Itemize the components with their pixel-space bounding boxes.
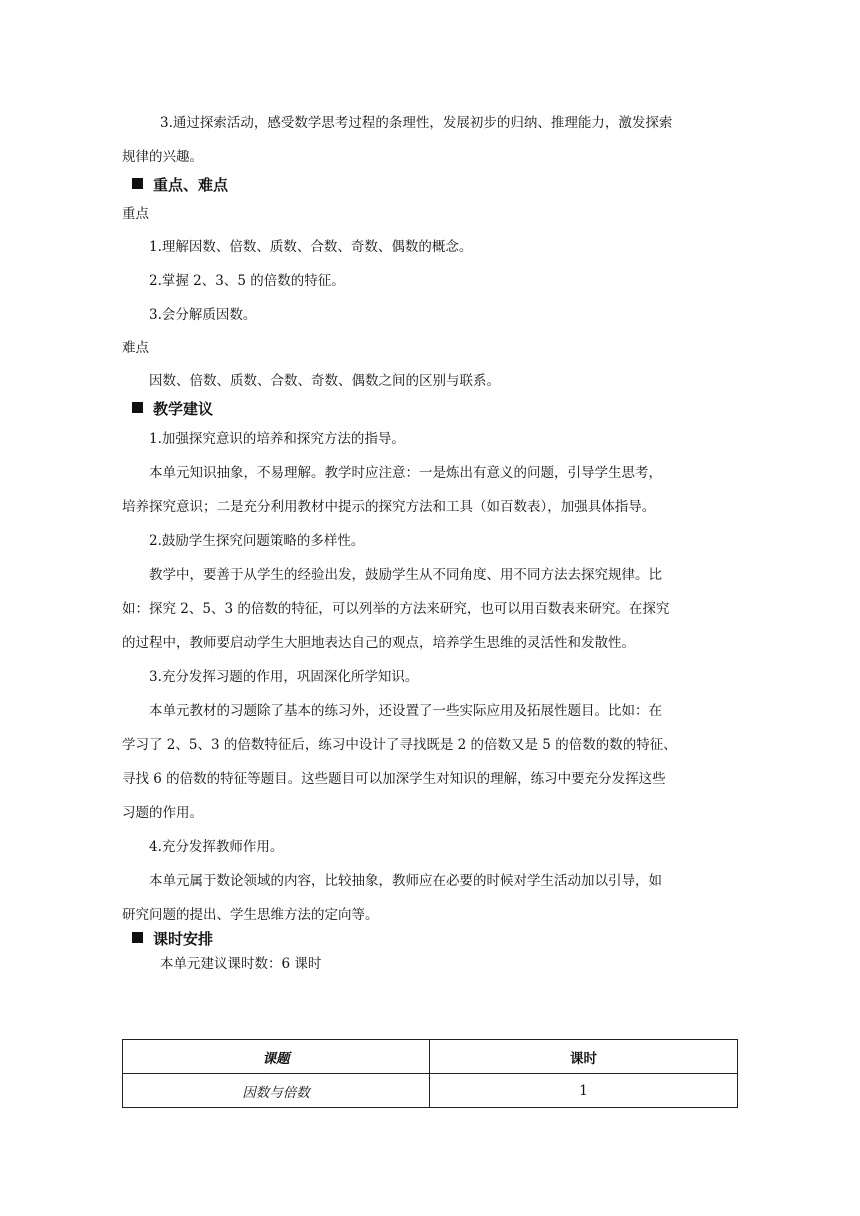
objective-3-line-1: 3.通过探索活动，感受数学思考过程的条理性，发展初步的归纳、推理能力，激发探索 bbox=[160, 115, 673, 131]
suggestion-1-text: 本单元知识抽象，不易理解。教学时应注意：一是炼出有意义的问题，引导学生思考， bbox=[149, 465, 662, 481]
table-header-topic: 课题 bbox=[123, 1040, 430, 1074]
suggestion-4-text: 本单元属于数论领域的内容，比较抽象，教师应在必要的时候对学生活动加以引导，如 bbox=[149, 873, 662, 889]
square-bullet-icon bbox=[132, 932, 143, 943]
suggestion-3-title: 3.充分发挥习题的作用，巩固深化所学知识。 bbox=[149, 669, 419, 685]
suggestion-3-text: 学习了 2、5、3 的倍数特征后，练习中设计了寻找既是 2 的倍数又是 5 的倍数的数的特征、 bbox=[122, 737, 677, 753]
focus-item: 3.会分解质因数。 bbox=[149, 307, 257, 323]
schedule-table bbox=[122, 1039, 738, 1108]
suggestion-3-text: 寻找 6 的倍数的特征等题目。这些题目可以加深学生对知识的理解，练习中要充分发挥这些 bbox=[122, 771, 666, 787]
schedule-total: 本单元建议课时数：6 课时 bbox=[160, 956, 322, 972]
difficulty-label: 难点 bbox=[122, 340, 149, 356]
schedule-section bbox=[122, 926, 738, 976]
suggestion-4-title: 4.充分发挥教师作用。 bbox=[149, 839, 284, 855]
suggestion-2-title: 2.鼓励学生探究问题策略的多样性。 bbox=[149, 533, 365, 549]
focus-item: 2.掌握 2、3、5 的倍数的特征。 bbox=[149, 273, 345, 289]
objective-3-line-2: 规律的兴趣。 bbox=[122, 149, 203, 165]
suggestion-2-text: 的过程中，教师要启动学生大胆地表达自己的观点，培养学生思维的灵活性和发散性。 bbox=[122, 635, 635, 651]
objectives-section bbox=[122, 106, 738, 174]
suggestion-3-text: 本单元教材的习题除了基本的练习外，还设置了一些实际应用及拓展性题目。比如：在 bbox=[149, 703, 662, 719]
table-header-hours: 课时 bbox=[430, 1040, 738, 1074]
difficulty-text: 因数、倍数、质数、合数、奇数、偶数之间的区别与联系。 bbox=[149, 373, 500, 389]
square-bullet-icon bbox=[132, 402, 143, 413]
table-row bbox=[123, 1074, 738, 1108]
suggestion-1-text: 培养探究意识；二是充分利用教材中提示的探究方法和工具（如百数表），加强具体指导。 bbox=[122, 499, 656, 515]
focus-item: 1.理解因数、倍数、质数、合数、奇数、偶数的概念。 bbox=[149, 239, 473, 255]
suggestion-2-text: 教学中，要善于从学生的经验出发，鼓励学生从不同角度、用不同方法去探究规律。比 bbox=[149, 567, 662, 583]
table-cell-hours: 1 bbox=[430, 1074, 738, 1108]
table-cell-topic: 因数与倍数 bbox=[123, 1074, 430, 1108]
suggestion-3-text: 习题的作用。 bbox=[122, 805, 203, 821]
suggestion-4-text: 研究问题的提出、学生思维方法的定向等。 bbox=[122, 907, 379, 923]
table-header-row bbox=[123, 1040, 738, 1074]
suggestion-2-text: 如：探究 2、5、3 的倍数的特征，可以列举的方法来研究，也可以用百数表来研究。在探究 bbox=[122, 601, 670, 617]
focus-label: 重点 bbox=[122, 206, 149, 222]
schedule-table-wrap bbox=[122, 1039, 738, 1108]
suggestions-section bbox=[122, 396, 738, 932]
suggestion-1-title: 1.加强探究意识的培养和探究方法的指导。 bbox=[149, 431, 405, 447]
square-bullet-icon bbox=[132, 178, 143, 189]
key-points-section bbox=[122, 172, 738, 398]
suggestions-heading: 教学建议 bbox=[122, 396, 738, 422]
schedule-heading: 课时安排 bbox=[122, 926, 738, 952]
key-points-heading: 重点、难点 bbox=[122, 172, 738, 198]
